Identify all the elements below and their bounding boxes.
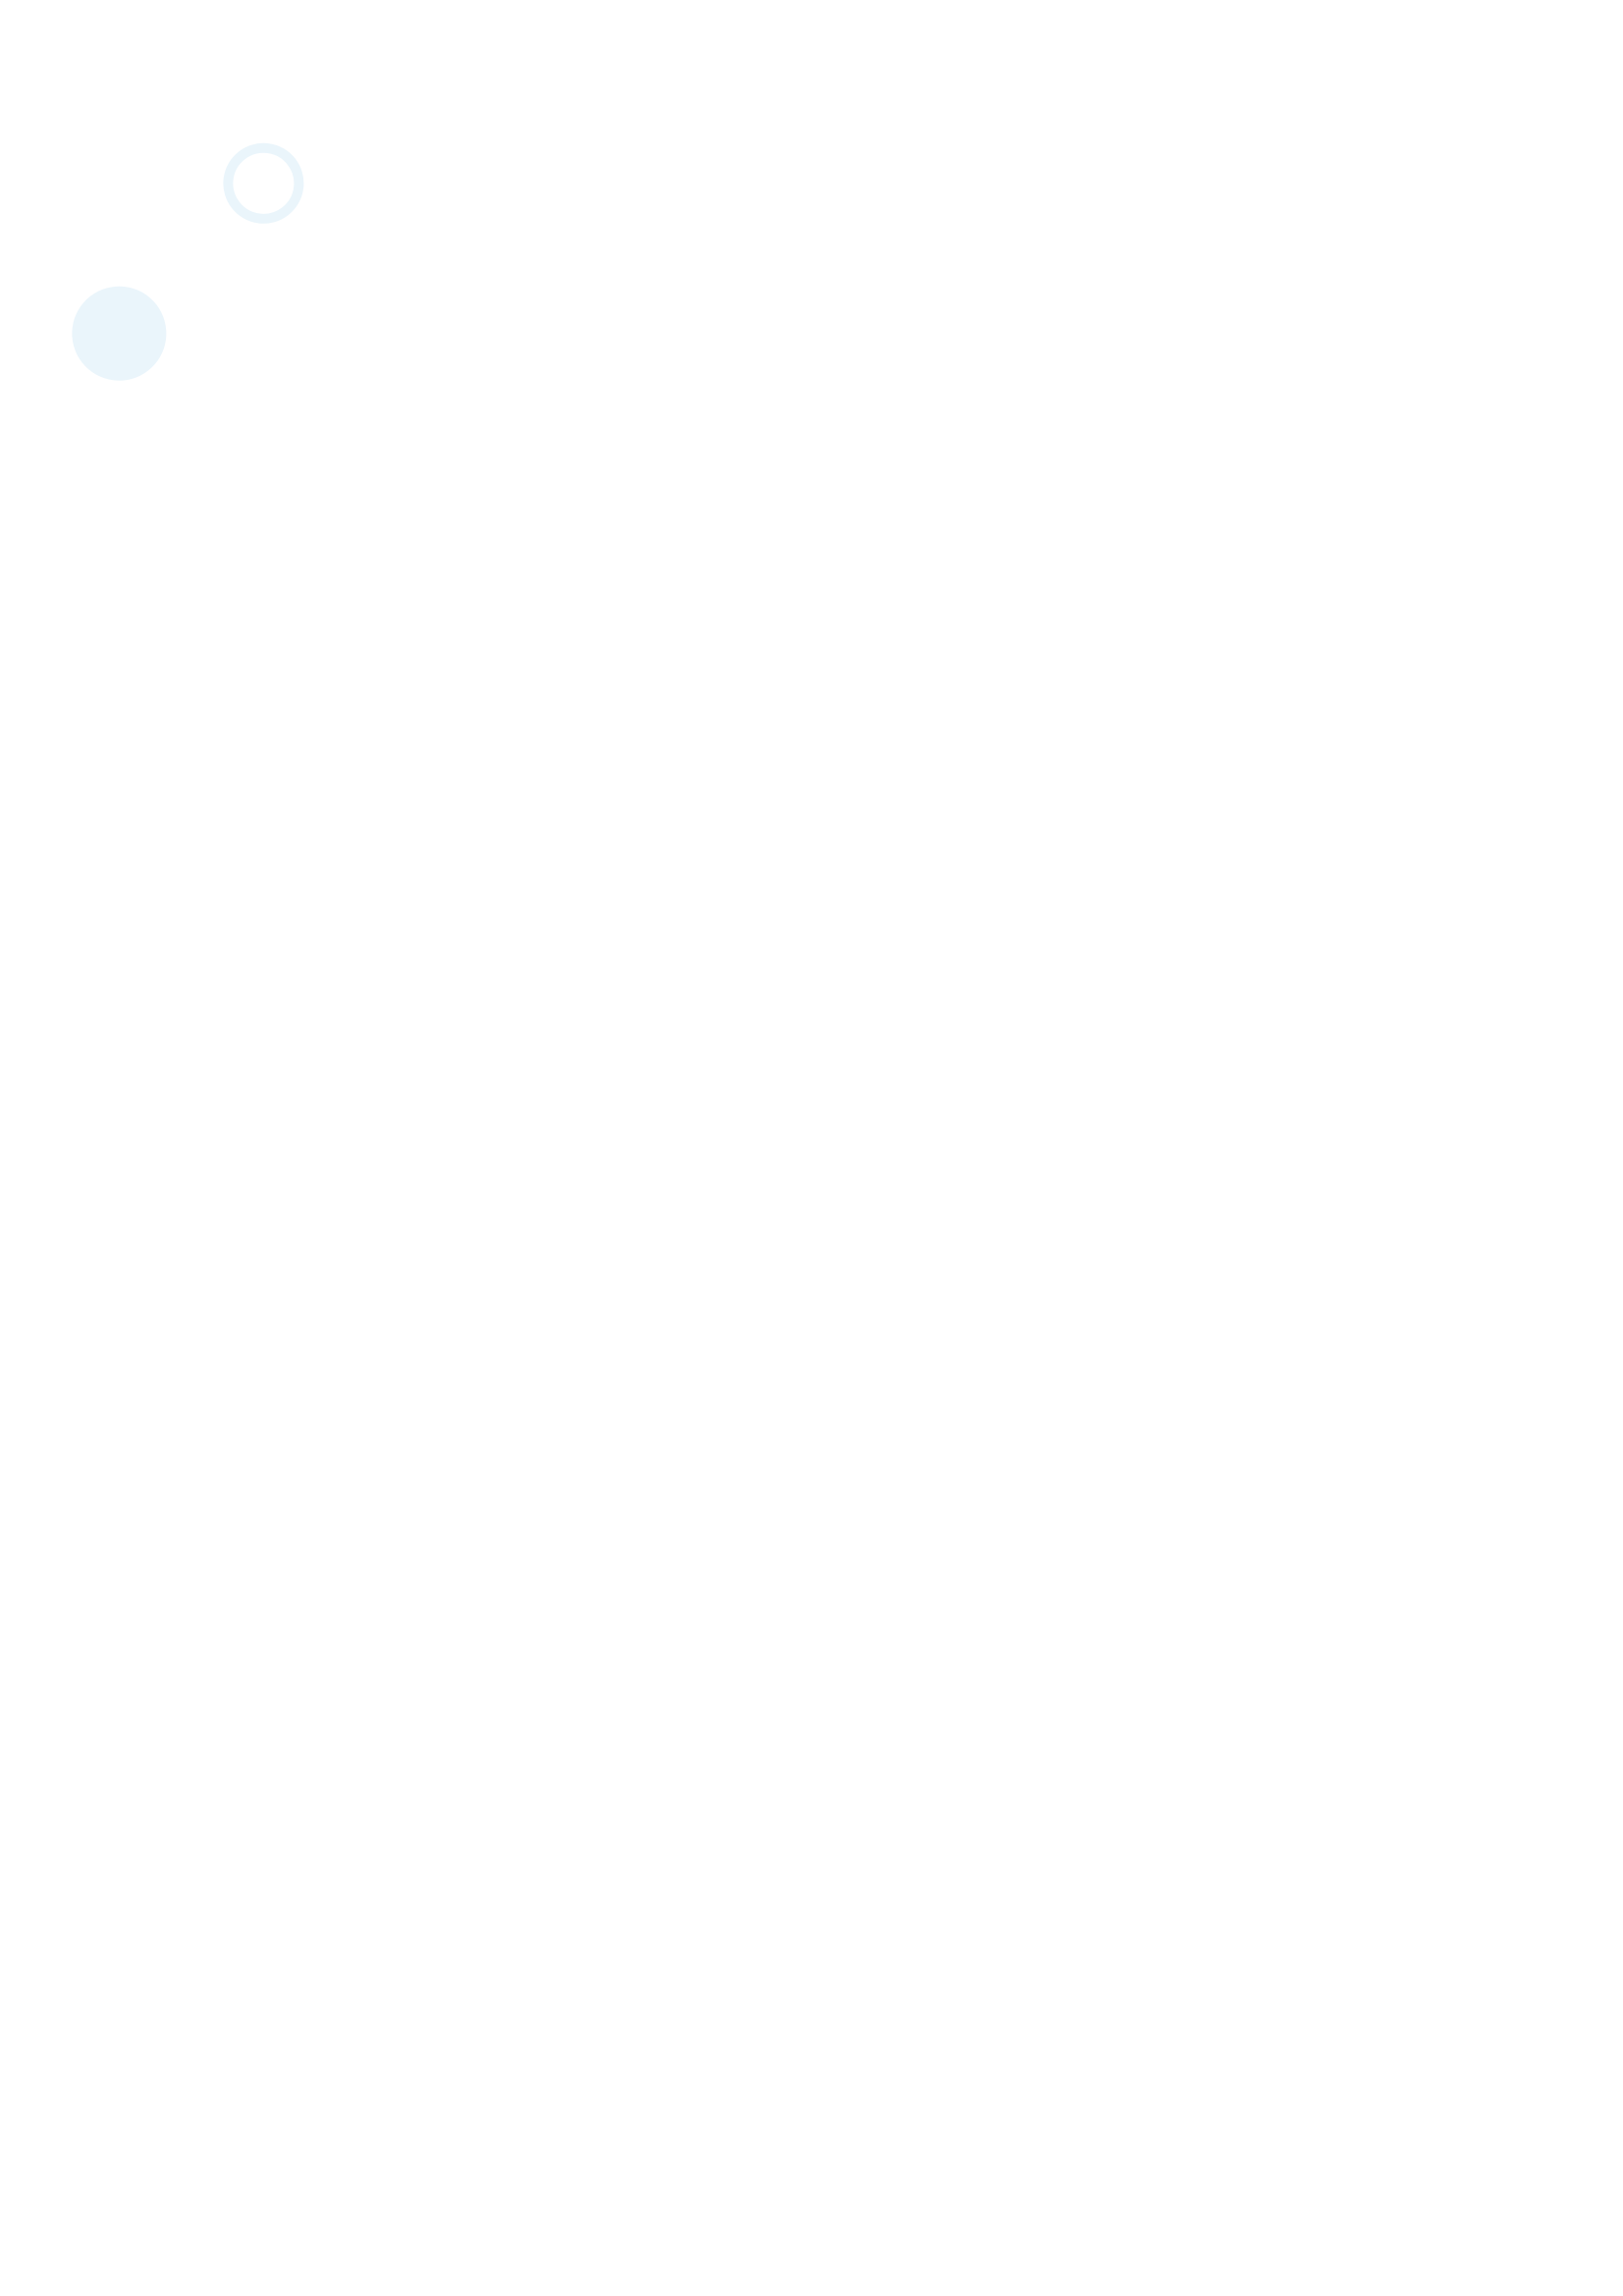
- watermark-logo: [29, 59, 579, 667]
- document-body: [153, 192, 1477, 222]
- watermark-circle: [53, 267, 186, 400]
